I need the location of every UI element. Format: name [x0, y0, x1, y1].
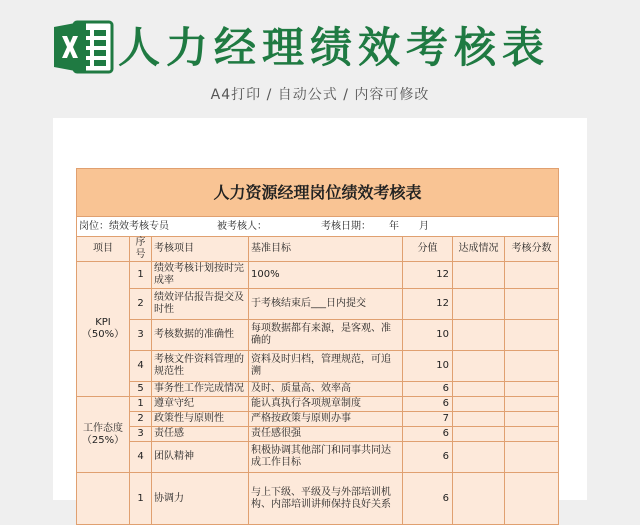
row-no: 1 — [130, 262, 152, 289]
row-achieved[interactable] — [453, 427, 505, 442]
row-result[interactable] — [505, 412, 559, 427]
info-date-label: 考核日期： — [321, 220, 371, 232]
group-name: KPI — [95, 317, 111, 328]
row-score: 7 — [403, 412, 453, 427]
table-row — [77, 382, 559, 397]
row-score: 10 — [403, 351, 453, 382]
row-no: 2 — [130, 289, 152, 320]
row-score: 12 — [403, 289, 453, 320]
row-item: 遵章守纪 — [152, 397, 249, 412]
kpi-table — [76, 168, 559, 525]
row-score: 6 — [403, 442, 453, 473]
banner-title: 人力经理绩效考核表 — [118, 23, 551, 72]
group-weight: （25%） — [81, 434, 125, 446]
row-result[interactable] — [505, 351, 559, 382]
row-score: 6 — [403, 427, 453, 442]
row-item: 事务性工作完成情况 — [152, 382, 249, 397]
table-row — [77, 473, 559, 525]
row-result[interactable] — [505, 442, 559, 473]
row-result[interactable] — [505, 397, 559, 412]
sheet-title: 人力资源经理岗位绩效考核表 — [77, 169, 559, 217]
row-target: 于考核结束后___日内提交 — [249, 289, 403, 320]
row-item: 考核数据的准确性 — [152, 320, 249, 351]
row-achieved[interactable] — [453, 442, 505, 473]
table-row — [77, 262, 559, 289]
info-reviewee: 被考核人： — [217, 220, 267, 232]
header-cell: 项目 — [77, 237, 130, 262]
row-item: 责任感 — [152, 427, 249, 442]
row-no: 3 — [130, 427, 152, 442]
table-row — [77, 320, 559, 351]
banner — [0, 0, 640, 118]
info-year: 年 — [389, 220, 399, 232]
row-result[interactable] — [505, 382, 559, 397]
row-result[interactable] — [505, 320, 559, 351]
header-cell: 分值 — [403, 237, 453, 262]
row-target: 严格按政策与原则办事 — [249, 412, 403, 427]
row-target: 责任感很强 — [249, 427, 403, 442]
row-score: 6 — [403, 473, 453, 525]
row-item: 团队精神 — [152, 442, 249, 473]
header-cell: 考核分数 — [505, 237, 559, 262]
row-target: 资料及时归档，管理规范，可追溯 — [249, 351, 403, 382]
row-item: 政策性与原则性 — [152, 412, 249, 427]
row-target: 能认真执行各项规章制度 — [249, 397, 403, 412]
row-result[interactable] — [505, 262, 559, 289]
row-target: 积极协调其他部门和同事共同达成工作目标 — [249, 442, 403, 473]
row-result[interactable] — [505, 473, 559, 525]
group-cell-attitude — [77, 397, 130, 473]
group-cell-kpi — [77, 262, 130, 397]
spreadsheet-preview — [76, 168, 558, 510]
table-row — [77, 397, 559, 412]
info-row — [77, 217, 559, 237]
header-cell: 基准目标 — [249, 237, 403, 262]
header-row — [77, 237, 559, 262]
row-item: 协调力 — [152, 473, 249, 525]
row-no: 4 — [130, 351, 152, 382]
row-score: 6 — [403, 397, 453, 412]
group-weight: （50%） — [81, 329, 125, 340]
row-achieved[interactable] — [453, 382, 505, 397]
row-achieved[interactable] — [453, 320, 505, 351]
row-item: 绩效评估报告提交及时性 — [152, 289, 249, 320]
info-month: 月 — [419, 220, 429, 232]
row-target: 每项数据都有来源，是客观、准确的 — [249, 320, 403, 351]
row-result[interactable] — [505, 289, 559, 320]
row-no: 1 — [130, 397, 152, 412]
row-no: 5 — [130, 382, 152, 397]
table-row — [77, 412, 559, 427]
info-position: 岗位：绩效考核专员 — [79, 220, 169, 232]
row-score: 6 — [403, 382, 453, 397]
header-cell: 达成情况 — [453, 237, 505, 262]
row-item: 考核文件资料管理的规范性 — [152, 351, 249, 382]
row-achieved[interactable] — [453, 351, 505, 382]
row-result[interactable] — [505, 427, 559, 442]
banner-subtitle: A4打印 / 自动公式 / 内容可修改 — [210, 87, 430, 103]
row-no: 1 — [130, 473, 152, 525]
group-name: 工作态度 — [83, 422, 123, 434]
row-no: 2 — [130, 412, 152, 427]
row-target: 及时、质量高、效率高 — [249, 382, 403, 397]
row-score: 10 — [403, 320, 453, 351]
excel-logo-icon — [52, 18, 114, 76]
row-no: 3 — [130, 320, 152, 351]
row-item: 绩效考核计划按时完成率 — [152, 262, 249, 289]
row-score: 12 — [403, 262, 453, 289]
table-row — [77, 351, 559, 382]
table-row — [77, 427, 559, 442]
table-row — [77, 442, 559, 473]
table-row — [77, 289, 559, 320]
row-achieved[interactable] — [453, 289, 505, 320]
group-cell-ability — [77, 473, 130, 525]
row-achieved[interactable] — [453, 412, 505, 427]
row-achieved[interactable] — [453, 473, 505, 525]
row-target: 100% — [249, 262, 403, 289]
row-no: 4 — [130, 442, 152, 473]
header-cell: 考核项目 — [152, 237, 249, 262]
row-achieved[interactable] — [453, 262, 505, 289]
header-cell: 序号 — [130, 237, 152, 262]
row-target: 与上下级、平级及与外部培训机构、内部培训讲师保持良好关系 — [249, 473, 403, 525]
row-achieved[interactable] — [453, 397, 505, 412]
